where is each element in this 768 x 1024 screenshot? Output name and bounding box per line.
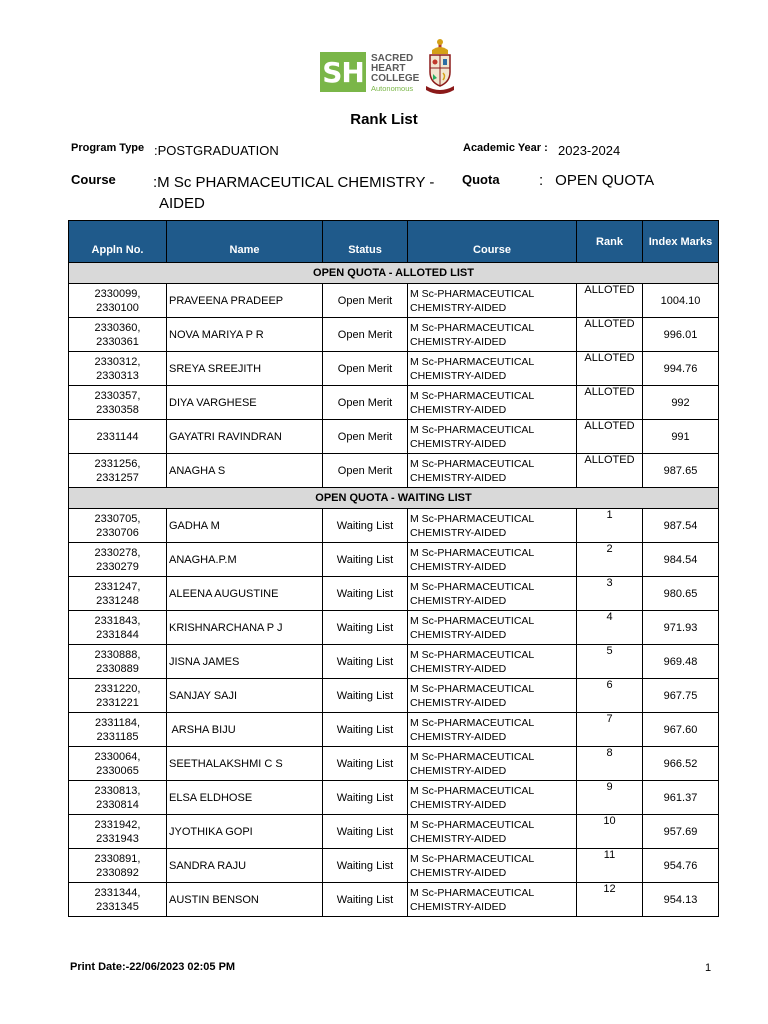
name-cell: GAYATRI RAVINDRAN <box>167 420 323 454</box>
index-marks-cell: 954.76 <box>643 849 719 883</box>
status-cell: Waiting List <box>323 781 408 815</box>
course-cell: M Sc-PHARMACEUTICAL CHEMISTRY-AIDED <box>408 454 577 488</box>
rank-cell: ALLOTED <box>577 284 643 318</box>
status-cell: Waiting List <box>323 645 408 679</box>
index-marks-cell: 967.75 <box>643 679 719 713</box>
course-cell: M Sc-PHARMACEUTICAL CHEMISTRY-AIDED <box>408 386 577 420</box>
quota-value: : OPEN QUOTA <box>539 172 655 189</box>
status-cell: Waiting List <box>323 679 408 713</box>
table-row <box>69 611 719 645</box>
appln-cell: 2331256, 2331257 <box>69 454 167 488</box>
status-cell: Open Merit <box>323 420 408 454</box>
course-cell: M Sc-PHARMACEUTICAL CHEMISTRY-AIDED <box>408 352 577 386</box>
index-marks-cell: 957.69 <box>643 815 719 849</box>
rank-cell: 5 <box>577 645 643 679</box>
appln-cell: 2331184, 2331185 <box>69 713 167 747</box>
index-marks-cell: 987.54 <box>643 509 719 543</box>
rank-cell: 6 <box>577 679 643 713</box>
rank-cell: ALLOTED <box>577 352 643 386</box>
header-appln: Appln No. <box>69 221 167 263</box>
status-cell: Waiting List <box>323 849 408 883</box>
table-row <box>69 849 719 883</box>
name-cell: SREYA SREEJITH <box>167 352 323 386</box>
course-label: Course <box>71 172 116 187</box>
quota-label: Quota <box>462 172 500 187</box>
rank-cell: 10 <box>577 815 643 849</box>
page-title: Rank List <box>350 111 418 128</box>
course-cell: M Sc-PHARMACEUTICAL CHEMISTRY-AIDED <box>408 781 577 815</box>
course-value: :M Sc PHARMACEUTICAL CHEMISTRY - AIDED <box>153 174 435 212</box>
rank-cell: ALLOTED <box>577 420 643 454</box>
course-cell: M Sc-PHARMACEUTICAL CHEMISTRY-AIDED <box>408 747 577 781</box>
name-cell: ANAGHA.P.M <box>167 543 323 577</box>
status-cell: Waiting List <box>323 577 408 611</box>
table-row <box>69 284 719 318</box>
logo-initials: SH <box>320 52 366 92</box>
index-marks-cell: 991 <box>643 420 719 454</box>
course-cell: M Sc-PHARMACEUTICAL CHEMISTRY-AIDED <box>408 883 577 917</box>
table-row <box>69 543 719 577</box>
academic-year-label: Academic Year : <box>463 142 548 154</box>
college-logo <box>320 38 456 96</box>
index-marks-cell: 971.93 <box>643 611 719 645</box>
appln-cell: 2330278, 2330279 <box>69 543 167 577</box>
course-cell: M Sc-PHARMACEUTICAL CHEMISTRY-AIDED <box>408 815 577 849</box>
table-row <box>69 509 719 543</box>
section-title: OPEN QUOTA - ALLOTED LIST <box>69 263 719 284</box>
table-row <box>69 781 719 815</box>
status-cell: Open Merit <box>323 318 408 352</box>
rank-cell: 9 <box>577 781 643 815</box>
rank-cell: ALLOTED <box>577 454 643 488</box>
name-cell: JYOTHIKA GOPI <box>167 815 323 849</box>
appln-cell: 2330888, 2330889 <box>69 645 167 679</box>
table-row <box>69 883 719 917</box>
status-cell: Waiting List <box>323 713 408 747</box>
index-marks-cell: 966.52 <box>643 747 719 781</box>
course-cell: M Sc-PHARMACEUTICAL CHEMISTRY-AIDED <box>408 713 577 747</box>
status-cell: Open Merit <box>323 386 408 420</box>
rank-cell: 8 <box>577 747 643 781</box>
name-cell: JISNA JAMES <box>167 645 323 679</box>
status-cell: Waiting List <box>323 883 408 917</box>
name-cell: GADHA M <box>167 509 323 543</box>
index-marks-cell: 996.01 <box>643 318 719 352</box>
appln-cell: 2330312, 2330313 <box>69 352 167 386</box>
status-cell: Open Merit <box>323 352 408 386</box>
course-cell: M Sc-PHARMACEUTICAL CHEMISTRY-AIDED <box>408 509 577 543</box>
program-type-label: Program Type <box>71 142 145 154</box>
index-marks-cell: 992 <box>643 386 719 420</box>
index-marks-cell: 987.65 <box>643 454 719 488</box>
index-marks-cell: 967.60 <box>643 713 719 747</box>
academic-year-value: 2023-2024 <box>558 143 621 158</box>
rank-cell: 7 <box>577 713 643 747</box>
table-row <box>69 386 719 420</box>
name-cell: ANAGHA S <box>167 454 323 488</box>
page-number: 1 <box>705 962 712 974</box>
appln-cell: 2331144 <box>69 420 167 454</box>
section-row <box>69 263 719 284</box>
name-cell: AUSTIN BENSON <box>167 883 323 917</box>
appln-cell: 2331220, 2331221 <box>69 679 167 713</box>
course-cell: M Sc-PHARMACEUTICAL CHEMISTRY-AIDED <box>408 849 577 883</box>
header-status: Status <box>323 221 408 263</box>
status-cell: Open Merit <box>323 284 408 318</box>
rank-table <box>68 220 719 917</box>
index-marks-cell: 954.13 <box>643 883 719 917</box>
table-row <box>69 679 719 713</box>
index-marks-cell: 980.65 <box>643 577 719 611</box>
table-header-row <box>69 221 719 263</box>
index-marks-cell: 961.37 <box>643 781 719 815</box>
name-cell: NOVA MARIYA P R <box>167 318 323 352</box>
name-cell: DIYA VARGHESE <box>167 386 323 420</box>
appln-cell: 2330099, 2330100 <box>69 284 167 318</box>
table-row <box>69 713 719 747</box>
course-cell: M Sc-PHARMACEUTICAL CHEMISTRY-AIDED <box>408 284 577 318</box>
name-cell: ALEENA AUGUSTINE <box>167 577 323 611</box>
appln-cell: 2331843, 2331844 <box>69 611 167 645</box>
rank-cell: 2 <box>577 543 643 577</box>
index-marks-cell: 969.48 <box>643 645 719 679</box>
table-row <box>69 318 719 352</box>
appln-cell: 2330064, 2330065 <box>69 747 167 781</box>
rank-cell: 12 <box>577 883 643 917</box>
program-type-value: :POSTGRADUATION <box>154 143 279 158</box>
course-cell: M Sc-PHARMACEUTICAL CHEMISTRY-AIDED <box>408 611 577 645</box>
table-row <box>69 645 719 679</box>
logo-text: SACRED HEART COLLEGE Autonomous <box>371 53 420 93</box>
table-row <box>69 352 719 386</box>
table-row <box>69 454 719 488</box>
index-marks-cell: 1004.10 <box>643 284 719 318</box>
appln-cell: 2331247, 2331248 <box>69 577 167 611</box>
status-cell: Waiting List <box>323 815 408 849</box>
section-row <box>69 488 719 509</box>
course-cell: M Sc-PHARMACEUTICAL CHEMISTRY-AIDED <box>408 543 577 577</box>
appln-cell: 2331942, 2331943 <box>69 815 167 849</box>
print-date: Print Date:-22/06/2023 02:05 PM <box>70 961 236 973</box>
appln-cell: 2331344, 2331345 <box>69 883 167 917</box>
table-row <box>69 747 719 781</box>
rank-cell: 11 <box>577 849 643 883</box>
section-title: OPEN QUOTA - WAITING LIST <box>69 488 719 509</box>
course-cell: M Sc-PHARMACEUTICAL CHEMISTRY-AIDED <box>408 645 577 679</box>
status-cell: Open Merit <box>323 454 408 488</box>
index-marks-cell: 994.76 <box>643 352 719 386</box>
name-cell: SANDRA RAJU <box>167 849 323 883</box>
header-rank: Rank <box>577 221 643 263</box>
table-row <box>69 577 719 611</box>
course-cell: M Sc-PHARMACEUTICAL CHEMISTRY-AIDED <box>408 577 577 611</box>
crest-icon <box>424 38 456 96</box>
name-cell: SEETHALAKSHMI C S <box>167 747 323 781</box>
table-row <box>69 815 719 849</box>
header-course: Course <box>408 221 577 263</box>
name-cell: ARSHA BIJU <box>167 713 323 747</box>
header-name: Name <box>167 221 323 263</box>
status-cell: Waiting List <box>323 509 408 543</box>
rank-cell: ALLOTED <box>577 318 643 352</box>
course-cell: M Sc-PHARMACEUTICAL CHEMISTRY-AIDED <box>408 318 577 352</box>
appln-cell: 2330891, 2330892 <box>69 849 167 883</box>
table-row <box>69 420 719 454</box>
status-cell: Waiting List <box>323 747 408 781</box>
name-cell: SANJAY SAJI <box>167 679 323 713</box>
appln-cell: 2330357, 2330358 <box>69 386 167 420</box>
course-cell: M Sc-PHARMACEUTICAL CHEMISTRY-AIDED <box>408 420 577 454</box>
name-cell: PRAVEENA PRADEEP <box>167 284 323 318</box>
rank-cell: 3 <box>577 577 643 611</box>
rank-cell: 4 <box>577 611 643 645</box>
appln-cell: 2330360, 2330361 <box>69 318 167 352</box>
header-index: Index Marks <box>643 221 719 263</box>
rank-cell: 1 <box>577 509 643 543</box>
status-cell: Waiting List <box>323 611 408 645</box>
name-cell: KRISHNARCHANA P J <box>167 611 323 645</box>
index-marks-cell: 984.54 <box>643 543 719 577</box>
appln-cell: 2330705, 2330706 <box>69 509 167 543</box>
rank-cell: ALLOTED <box>577 386 643 420</box>
appln-cell: 2330813, 2330814 <box>69 781 167 815</box>
name-cell: ELSA ELDHOSE <box>167 781 323 815</box>
status-cell: Waiting List <box>323 543 408 577</box>
course-cell: M Sc-PHARMACEUTICAL CHEMISTRY-AIDED <box>408 679 577 713</box>
